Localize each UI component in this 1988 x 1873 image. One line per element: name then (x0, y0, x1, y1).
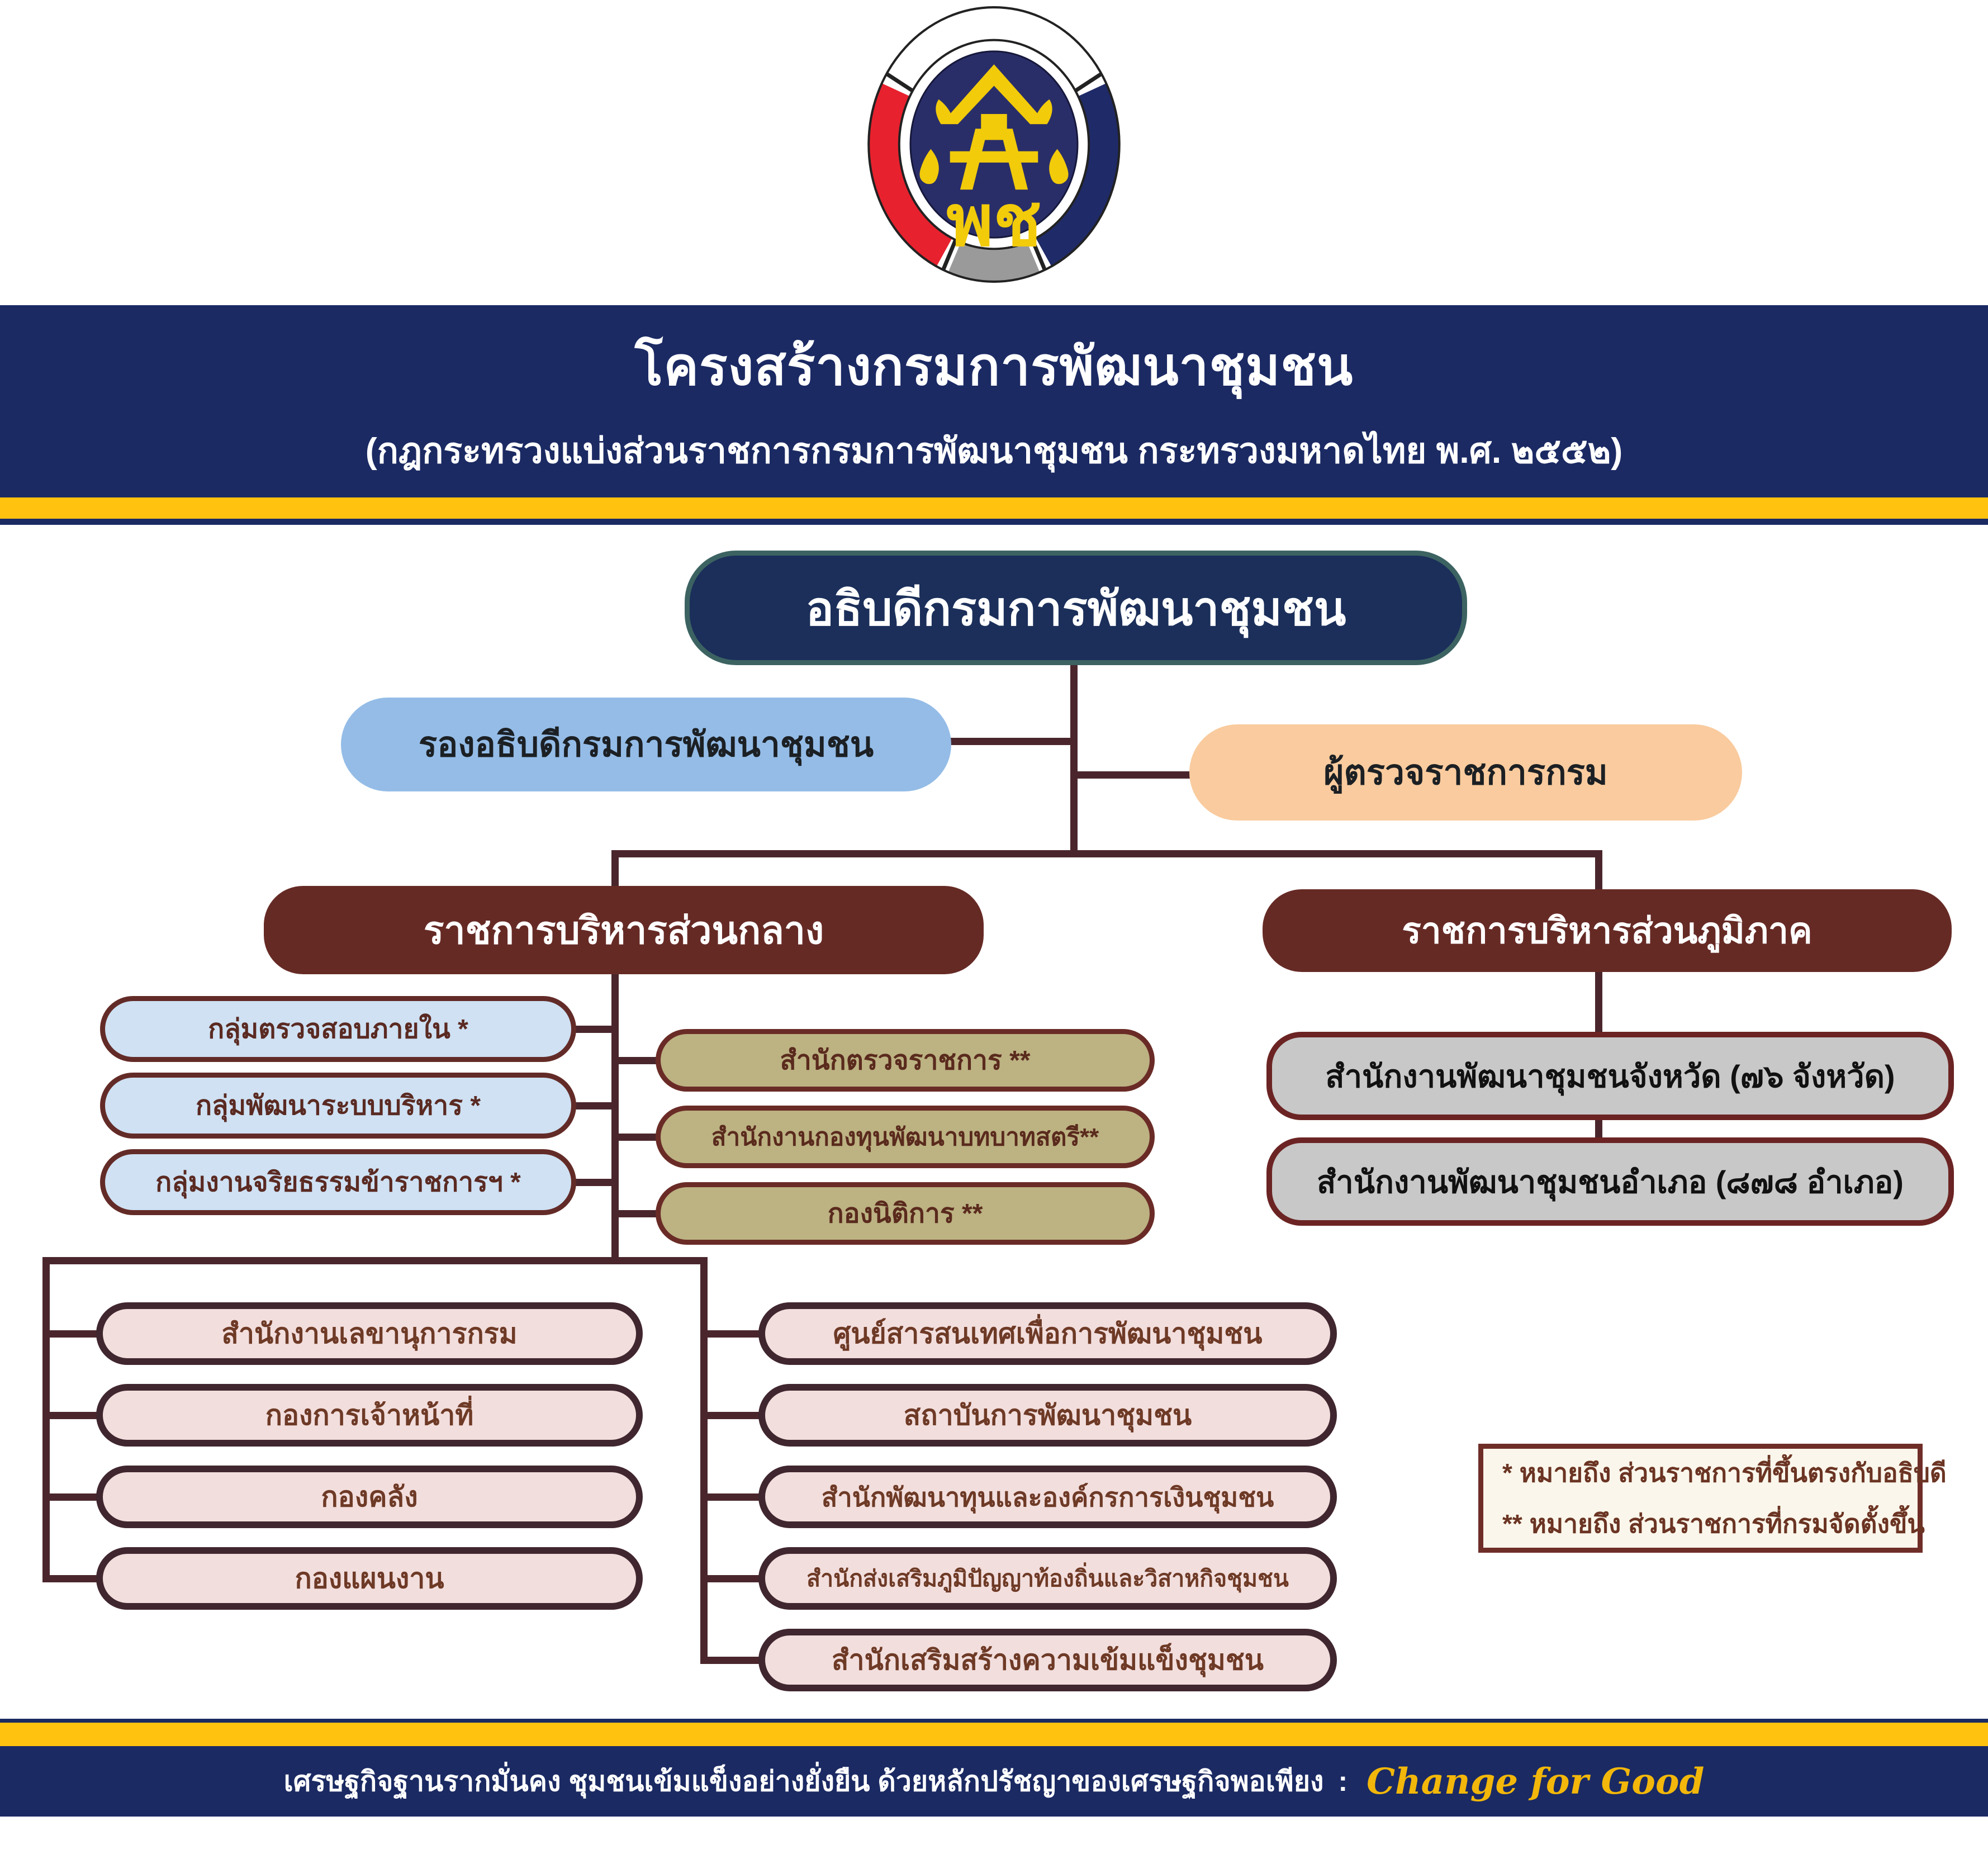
org-node-legal-affairs-division: กองนิติการ ** (656, 1182, 1155, 1245)
connector-unit-2 (617, 1134, 657, 1141)
org-node-information-center: ศูนย์สารสนเทศเพื่อการพัฒนาชุมชน (758, 1302, 1337, 1365)
org-node-civil-servant-ethics-group: กลุ่มงานจริยธรรมข้าราชการฯ * (100, 1149, 576, 1215)
connector-bracket-top (42, 1257, 708, 1264)
seal-icon (864, 3, 1124, 286)
connector-regional-stub (1595, 854, 1602, 892)
connector-division-left-2 (49, 1412, 97, 1419)
connector-division-right-3 (706, 1493, 760, 1501)
connector-unit-3 (617, 1210, 657, 1217)
connector-bracket-right (700, 1257, 708, 1664)
legend-line-direct-report: * หมายถึง ส่วนราชการที่ขึ้นตรงกับอธิบดี (1502, 1458, 1947, 1487)
footer-gold-bar-edge (0, 1719, 1988, 1723)
org-node-local-wisdom-bureau: สำนักส่งเสริมภูมิปัญญาท้องถิ่นและวิสาหกิจชุมชน (758, 1547, 1337, 1610)
org-node-inspection-bureau: สำนักตรวจราชการ ** (656, 1029, 1155, 1092)
footer-band (0, 1746, 1988, 1817)
connector-group-1 (575, 1026, 614, 1033)
org-node-admin-system-development-group: กลุ่มพัฒนาระบบบริหาร * (100, 1073, 576, 1139)
org-node-personnel-division: กองการเจ้าหน้าที่ (96, 1384, 643, 1447)
header-band (0, 305, 1988, 497)
org-node-deputy-director-general: รองอธิบดีกรมการพัฒนาชุมชน (341, 698, 951, 791)
org-node-provincial-cd-office: สำนักงานพัฒนาชุมชนจังหวัด (๗๖ จังหวัด) (1266, 1032, 1954, 1120)
org-node-internal-audit-group: กลุ่มตรวจสอบภายใน * (100, 996, 576, 1062)
org-node-women-role-development-fund-office: สำนักงานกองทุนพัฒนาบทบาทสตรี** (656, 1106, 1155, 1168)
connector-division-left-1 (49, 1330, 97, 1338)
footer-gold-bar (0, 1723, 1988, 1746)
connector-group-3 (575, 1179, 614, 1186)
seal-monogram: พช (946, 181, 1042, 260)
connector-to-deputy (950, 738, 1074, 745)
connector-central-trunk (611, 971, 619, 1261)
org-node-cd-institute: สถาบันการพัฒนาชุมชน (758, 1384, 1337, 1447)
org-node-director-general: อธิบดีกรมการพัฒนาชุมชน (685, 551, 1467, 665)
legend-line-established-unit: ** หมายถึง ส่วนราชการที่กรมจัดตั้งขึ้น (1502, 1509, 1925, 1538)
connector-division-right-2 (706, 1412, 760, 1419)
connector-group-2 (575, 1102, 614, 1109)
connector-division-right-4 (706, 1575, 760, 1582)
org-node-finance-division: กองคลัง (96, 1466, 643, 1528)
connector-root-down (1070, 665, 1078, 854)
org-node-secretariat-office: สำนักงานเลขานุการกรม (96, 1302, 643, 1365)
connector-division-left-3 (49, 1493, 97, 1501)
page-subtitle: (กฎกระทรวงแบ่งส่วนราชการกรมการพัฒนาชุมชน กระทรวงมหาดไทย พ.ศ. ๒๕๕๒) (365, 431, 1623, 471)
department-seal-logo (864, 3, 1124, 286)
connector-to-inspector (1074, 771, 1192, 779)
legend-box (1478, 1444, 1947, 1553)
connector-division-left-4 (49, 1575, 97, 1582)
footer-slogan: เศรษฐกิจฐานรากมั่นคง ชุมชนเข้มแข็งอย่างยั่งยืน ด้วยหลักปรัชญาของเศรษฐกิจพอเพียง (283, 1765, 1324, 1797)
header-gold-bar (0, 497, 1988, 519)
footer-separator: : (1338, 1766, 1348, 1797)
footer-campaign-slogan: Change for Good (1367, 1760, 1705, 1803)
org-node-district-cd-office: สำนักงานพัฒนาชุมชนอำเภอ (๘๗๘ อำเภอ) (1266, 1137, 1954, 1226)
connector-bracket-left (42, 1257, 50, 1582)
connector-central-stub (611, 854, 619, 889)
connector-span (611, 850, 1602, 857)
connector-division-right-1 (706, 1330, 760, 1338)
org-node-community-capital-bureau: สำนักพัฒนาทุนและองค์กรการเงินชุมชน (758, 1466, 1337, 1528)
org-section-regional-administration: ราชการบริหารส่วนภูมิภาค (1263, 889, 1952, 972)
header-gold-bar-edge (0, 519, 1988, 525)
org-node-planning-division: กองแผนงาน (96, 1547, 643, 1610)
org-section-central-administration: ราชการบริหารส่วนกลาง (264, 886, 984, 974)
connector-unit-1 (617, 1057, 657, 1064)
connector-division-right-5 (706, 1657, 760, 1664)
org-node-community-strength-bureau: สำนักเสริมสร้างความเข้มแข็งชุมชน (758, 1629, 1337, 1691)
page-title: โครงสร้างกรมการพัฒนาชุมชน (634, 336, 1354, 396)
org-node-department-inspector: ผู้ตรวจราชการกรม (1189, 724, 1742, 821)
connector-regional-trunk-a (1595, 969, 1602, 1035)
